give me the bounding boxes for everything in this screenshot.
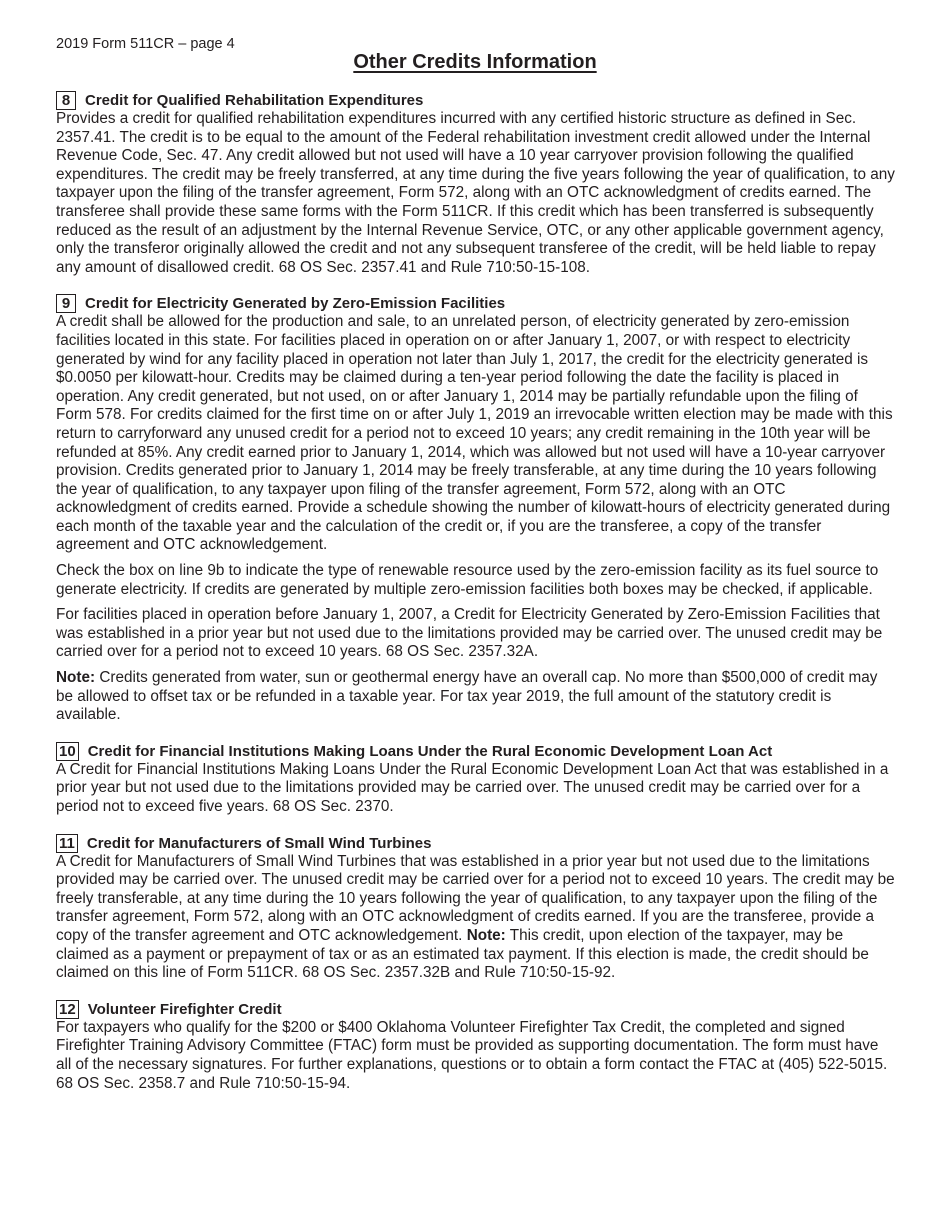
text-after-note: This credit, upon election of the taxpayer, may be claimed as a payment or prepayment of tax or as an estimated tax payment. If this election is made, the credit should be claimed on this line of Form 511CR. 68 OS Sec. 2357.32B and Rule 710:50-15-92.: [56, 926, 869, 982]
line-number-box: 11: [56, 834, 78, 853]
note-paragraph: [56, 669, 896, 725]
section-header: [56, 90, 896, 110]
note-text: Credits generated from water, sun or geothermal energy have an overall cap. No more than $500,000 of credit may be allowed to offset tax or be refunded in a taxable year. For tax year 2019, the full amount of the statutory credit is available.: [56, 669, 878, 724]
form-page-label: 2019 Form 511CR – page 4: [56, 36, 235, 52]
page-title: Other Credits Information: [353, 51, 597, 73]
document-body: [56, 90, 896, 1109]
note-label: Note:: [466, 926, 506, 944]
section-title: Credit for Financial Institutions Making Loans Under the Rural Economic Development Loan Act: [87, 742, 773, 760]
text-before-note: A Credit for Manufacturers of Small Wind Turbines that was established in a prior year but not used due to the limitations provided may be carried over. The unused credit may be carried over for a period not to exceed 10 years. The credit may be freely transferable, at any time during the 10 years following the year of qualification, to any taxpayer upon the filing of the transfer agreement, Form 572, along with an OTC acknowledgment of credits earned. If you are the transferee, provide a copy of the transfer agreement and OTC acknowledgement.: [56, 852, 895, 944]
section-paragraph: For facilities placed in operation before January 1, 2007, a Credit for Electricity Generated by Zero-Emission Facilities that was established in a prior year but not used due to the limitations provided may be carried over. The unused credit may be carried over for a period not to exceed 10 years. 68 OS Sec. 2357.32A.: [56, 606, 883, 661]
section-10: [56, 741, 896, 817]
section-header: [56, 741, 896, 761]
section-8: [56, 90, 896, 277]
line-number-box: 12: [56, 1000, 79, 1019]
section-12: [56, 999, 896, 1093]
section-title: Credit for Qualified Rehabilitation Expenditures: [85, 92, 424, 109]
section-header: [56, 293, 896, 313]
section-11: [56, 833, 896, 983]
section-header: [56, 999, 896, 1019]
section-title: Credit for Manufacturers of Small Wind Turbines: [86, 834, 432, 852]
section-paragraph: A Credit for Financial Institutions Making Loans Under the Rural Economic Development Loan Act that was established in a prior year but not used due to the limitations provided may be carried over. The unused credit may be carried over for a period not to exceed five years. 68 OS Sec. 2370.: [56, 760, 889, 815]
line-number-box: 10: [56, 742, 79, 761]
section-paragraph: A credit shall be allowed for the production and sale, to an unrelated person, of electricity generated by zero-emission facilities located in this state. For facilities placed in operation on or after January 1, 2007, or with respect to electricity generated by wind for any facility placed in operation not later than July 1, 2017, the credit for the electricity generated is $0.0050 per kilowatt-hour. Credits may be claimed during a ten-year period following the date the facility is placed in operation. Any credit generated, but not used, on or after January 1, 2014 may be partially refundable upon the filing of Form 578. For credits claimed for the first time on or after July 1, 2019 an irrevocable written election may be made with this return to carryforward any unused credit for a period not to exceed 10 years; any credit remaining in the 10th year will be refunded at 85%. Any credit earned prior to January 1, 2014, which was allowed but not used will have a 10-year carryover provision. Credits generated prior to January 1, 2014 may be freely transferable, at any time during the 10 years following the year of qualification, to any taxpayer upon filing of the transfer agreement, Form 572, along with an OTC acknowledgment of credits earned. Provide a schedule showing the number of kilowatt-hours of electricity generated during each month of the taxable year and the calculation of the credit or, if you are the transferee, a copy of the transfer agreement and OTC acknowledgement.: [56, 313, 893, 554]
section-paragraph: For taxpayers who qualify for the $200 or $400 Oklahoma Volunteer Firefighter Tax Credit, the completed and signed Firefighter Training Advisory Committee (FTAC) form must be provided as supporting documentation. The form must have all of the necessary signatures. For further explanations, questions or to obtain a form contact the FTAC at (405) 522-5015. 68 OS Sec. 2358.7 and Rule 710:50-15-94.: [56, 1018, 888, 1092]
line-number-box: 9: [56, 294, 76, 313]
line-number-box: 8: [56, 91, 76, 110]
section-paragraph: Provides a credit for qualified rehabilitation expenditures incurred with any certified historic structure as defined in Sec. 2357.41. The credit is to be equal to the amount of the Federal rehabilitation investment credit allowed under the Internal Revenue Code, Sec. 47. Any credit allowed but not used will have a 10 year carryover provision following the qualified expenditures. The credit may be freely transferred, at any time during the five years following the year of qualification, to any taxpayer upon the filing of the transfer agreement, Form 572, along with an OTC acknowledgment of credits earned. The transferee shall provide these same forms with the Form 511CR. If this credit which has been transferred is subsequently reduced as the result of an adjustment by the Internal Revenue Service, OTC, or any other applicable government agency, only the transferor originally allowed the credit and not any subsequent transferee of the credit, will be held liable to repay any amount of disallowed credit. 68 OS Sec. 2357.41 and Rule 710:50-15-108.: [56, 110, 895, 276]
section-paragraph: [56, 853, 896, 983]
section-title: Volunteer Firefighter Credit: [87, 1000, 282, 1018]
section-header: [56, 833, 896, 853]
section-9: [56, 293, 896, 724]
section-paragraph: Check the box on line 9b to indicate the type of renewable resource used by the zero-emission facility as its fuel source to generate electricity. If credits are generated by multiple zero-emission facilities both boxes may be checked, if applicable.: [56, 562, 879, 598]
note-label: Note:: [56, 669, 96, 687]
section-title: Credit for Electricity Generated by Zero-Emission Facilities: [85, 295, 506, 313]
